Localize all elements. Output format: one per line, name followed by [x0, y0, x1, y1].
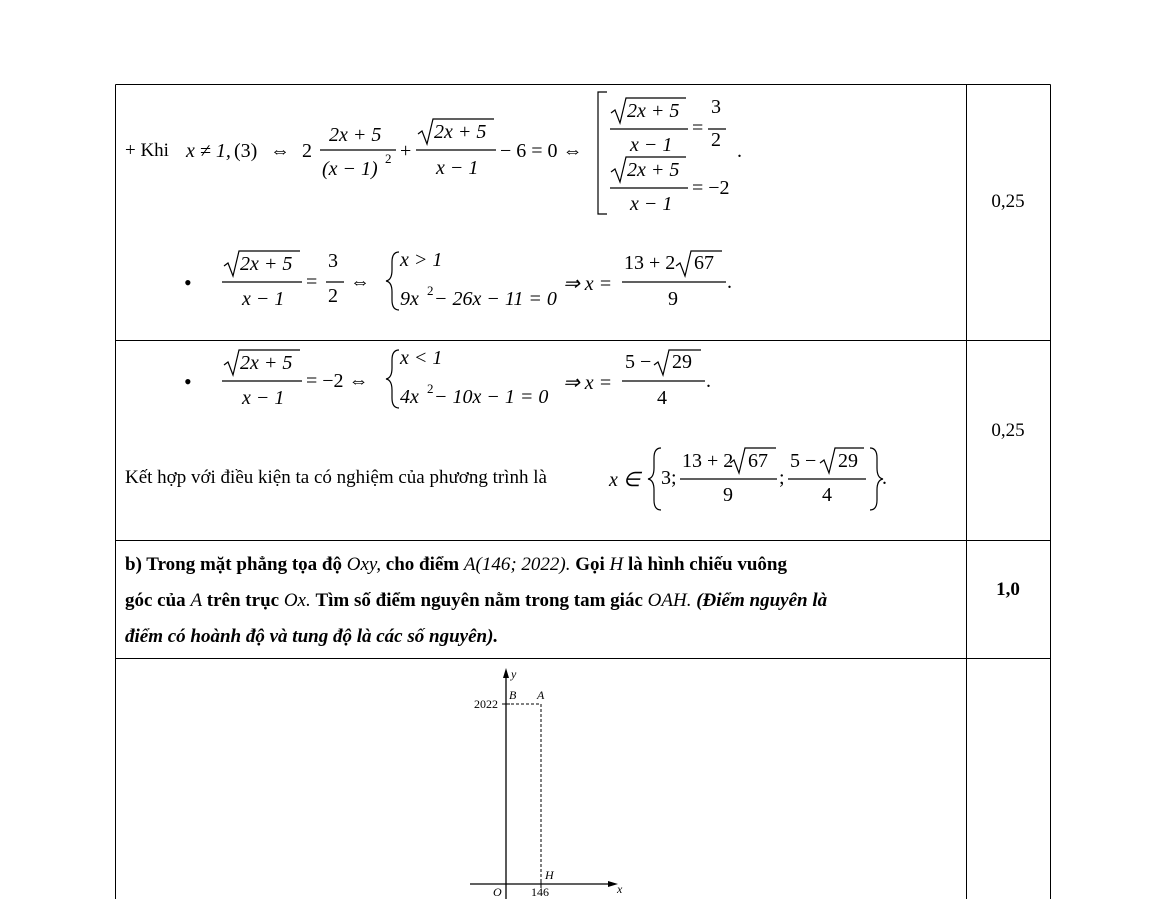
row1-intro: + Khi	[125, 140, 169, 161]
problem-b-oah: OAH.	[647, 590, 692, 611]
conclusion-frac1-denominator: 9	[723, 484, 733, 506]
conclusion-period: .	[882, 467, 887, 489]
bullet1-root-argument: 2x + 5	[240, 253, 293, 275]
bullet2-solution-numerator: 5 −	[625, 351, 652, 373]
row1-case2-rhs: = −2	[692, 177, 730, 199]
conclusion-frac1-root: 67	[748, 450, 768, 472]
bullet2-solution-denominator: 4	[657, 387, 667, 409]
problem-b-line2-b: trên trục	[206, 590, 280, 611]
conclusion-set-membership: x ∈	[609, 469, 641, 491]
point-b-label: B	[509, 688, 517, 702]
conclusion-frac1-numerator: 13 + 2	[682, 450, 734, 472]
problem-b-line1-b: cho điểm	[385, 554, 460, 575]
row1-case1-rhs-numerator: 3	[711, 96, 721, 118]
bullet1-marker: •	[184, 270, 192, 295]
conclusion-frac2-numerator: 5 −	[790, 450, 817, 472]
point-a-label: A	[537, 688, 545, 702]
conclusion-separator: ;	[779, 467, 785, 489]
bullet1-iff: ⇔	[350, 271, 370, 293]
score-row1: 0,25	[991, 191, 1025, 212]
bullet1-rhs-denominator: 2	[328, 285, 338, 307]
bullet2-solution-root: 29	[672, 351, 692, 373]
y-axis-label: y	[511, 667, 517, 681]
bullet1-solution-numerator: 13 + 2	[624, 252, 676, 274]
row1-tail: − 6 = 0 ⇔	[500, 140, 583, 162]
row1-case1-denominator: x − 1	[630, 134, 673, 156]
conclusion-text: Kết hợp với điều kiện ta có nghiệm của phương trình là	[125, 467, 547, 488]
problem-b-point-h: H	[609, 554, 624, 575]
row1-period: .	[737, 140, 742, 162]
bullet1-denominator: x − 1	[242, 288, 285, 310]
row1-iff: ⇔	[270, 140, 290, 162]
bullet1-rhs-numerator: 3	[328, 250, 338, 272]
problem-b-line1-a: b) Trong mặt phẳng tọa độ	[125, 554, 342, 575]
bullet1-implies: ⇒ x =	[563, 273, 613, 295]
row1-case1-rhs-denominator: 2	[711, 129, 721, 151]
problem-b-note-start: (Điểm nguyên là	[696, 590, 828, 611]
score-row3: 1,0	[996, 579, 1020, 600]
bullet1-system-line2-a: 9x	[400, 288, 419, 310]
point-h-label: H	[545, 868, 554, 882]
x-axis-label: x	[617, 882, 623, 896]
bullet2-rhs: = −2 ⇔	[306, 370, 369, 392]
row1-frac1-numerator: 2x + 5	[329, 124, 382, 146]
bullet2-marker: •	[184, 369, 192, 394]
bullet2-implies: ⇒ x =	[563, 372, 613, 394]
row1-plus: +	[400, 140, 412, 162]
row1-frac1-exponent: 2	[385, 151, 392, 166]
conclusion-first-solution: 3;	[661, 467, 677, 489]
bullet1-solution-root: 67	[694, 252, 714, 274]
problem-b-ox: Ox.	[283, 590, 311, 611]
problem-b-line1-c: Gọi	[575, 554, 605, 575]
row1-case1-root-argument: 2x + 5	[627, 100, 680, 122]
problem-b-line2-c: Tìm số điểm nguyên nằm trong tam giác	[315, 590, 643, 611]
origin-label: O	[493, 885, 502, 899]
bullet2-system-line2-b: − 10x − 1 = 0	[434, 386, 549, 408]
problem-b-oxy: Oxy,	[346, 554, 382, 575]
problem-b-line1-d: là hình chiếu vuông	[628, 554, 787, 575]
x-tick-label: 146	[531, 885, 549, 899]
y-tick-label: 2022	[474, 697, 498, 711]
row1-condition: x ≠ 1,	[186, 140, 231, 162]
row1-case2-denominator: x − 1	[630, 193, 673, 215]
bullet2-system-exponent: 2	[427, 381, 434, 396]
row1-coefficient: 2	[302, 140, 312, 162]
y-axis-arrow	[503, 668, 509, 678]
problem-b-note-end: điểm có hoành độ và tung độ là các số nguyên).	[125, 626, 499, 647]
row1-root-denominator: x − 1	[436, 157, 479, 179]
bullet2-system-line1: x < 1	[400, 347, 443, 369]
row1-case2-root-argument: 2x + 5	[627, 159, 680, 181]
conclusion-frac2-denominator: 4	[822, 484, 832, 506]
bullet2-denominator: x − 1	[242, 387, 285, 409]
bullet2-root-argument: 2x + 5	[240, 352, 293, 374]
row1-root-argument: 2x + 5	[434, 121, 487, 143]
row1-equation-ref: (3)	[234, 140, 258, 162]
row1-case1-equals: =	[692, 117, 704, 139]
conclusion-frac2-root: 29	[838, 450, 858, 472]
bullet2-system-line2-a: 4x	[400, 386, 419, 408]
bullet1-solution-denominator: 9	[668, 288, 678, 310]
row1-frac1-denominator: (x − 1)	[322, 158, 378, 180]
problem-b-line2-point-a: A	[190, 590, 203, 611]
bullet2-period: .	[706, 370, 711, 392]
bullet1-system-line1: x > 1	[400, 249, 443, 271]
bullet1-equals: =	[306, 271, 318, 293]
bullet1-system-line2-b: − 26x − 11 = 0	[434, 288, 557, 310]
score-row2: 0,25	[991, 420, 1025, 441]
bullet1-system-exponent: 2	[427, 283, 434, 298]
problem-b-line2-a: góc của	[125, 590, 186, 611]
problem-b-point-a: A(146; 2022).	[463, 554, 571, 575]
bullet1-period: .	[727, 271, 732, 293]
